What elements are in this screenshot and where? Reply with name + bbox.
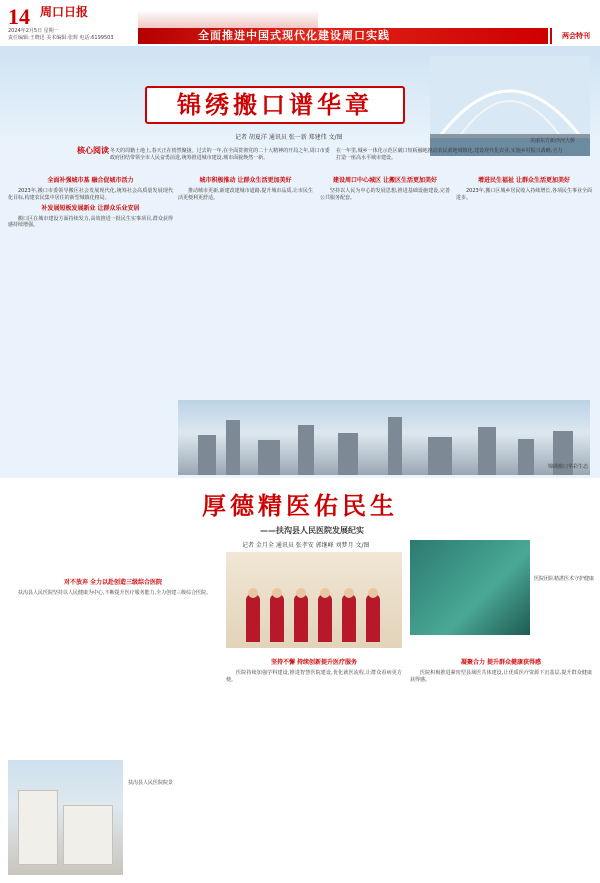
hospital-building-photo (8, 760, 123, 875)
lower-column-1 (8, 576, 218, 599)
feature2-byline: 记者 金月全 通讯员 张孝安 郭继峰 刘梦月 文/图 (242, 542, 370, 549)
column-4 (456, 174, 592, 204)
column-1 (8, 174, 173, 231)
section-heading: 凝聚合力 提升群众健康获得感 (460, 659, 542, 666)
feature2-subtitle: ——扶沟县人民医院发展纪实 (260, 526, 364, 535)
page-number: 14 (8, 4, 30, 29)
bridge-caption: 美丽东方新沙河大桥 (530, 138, 576, 144)
section-text: 扶沟县人民医院坚持以人民健康为中心,不断提升医疗服务能力,全力创建三级综合医院。 (18, 590, 212, 596)
banner-title: 全面推进中国式现代化建设周口实践 (198, 29, 390, 42)
surgery-caption: 医院团队精湛医术守护健康 (534, 576, 595, 582)
city-caption: 锦绣搬口华彩生态 (548, 464, 589, 470)
paper-name: 周口日报 (40, 5, 89, 19)
banner (138, 28, 548, 44)
intro-label: 核心阅读 (77, 146, 109, 155)
column-2 (178, 174, 313, 204)
section-heading: 全面补强城市基 融合促城市活力 (47, 177, 134, 184)
column-3 (320, 174, 450, 204)
surgery-photo (410, 540, 530, 635)
section-text: 2023年,搬口市委领导搬区社会发展现代化,统筹社会高质量发展现代化目标,构建农民集中居住的新型城镇化格局。 (8, 188, 173, 201)
feature2-headline: 厚德精医佑民生 (202, 491, 398, 520)
feature-upper (0, 46, 600, 478)
section-text: 推动城市更新,新建改建城市道路,提升城市品质,让市民生活更便利更舒适。 (178, 188, 313, 201)
intro-text: 冬天的周籍土地上,春天正在悄然聚拢。过去的一年,在全面贯彻党的二十大精神的开局之年,周口市委政府团结带领全市人民奋勇前进,统筹推进城市建设,城市面貌焕然一新。 (110, 148, 330, 161)
section-heading: 建设周口中心城区 让搬区生活更加美好 (332, 177, 438, 184)
lower-column-2 (226, 656, 402, 686)
section-heading: 城市积极推动 让群众生活更加美好 (199, 177, 292, 184)
section-heading: 坚持不懈 持续创新提升医疗服务 (270, 659, 358, 666)
banner-skyline (138, 10, 318, 28)
section-text: 搬口区在城市建设方面持续发力,高效推进一批民生实事项目,群众获得感持续增强。 (8, 215, 173, 229)
section-text: 坚持以人民为中心的发展思想,推进基础设施建设,完善公共服务配套。 (320, 188, 450, 201)
building-caption: 扶沟县人民医院院景 (128, 780, 174, 786)
city-photo (178, 400, 590, 475)
special-tag: 两会特刊 (550, 28, 600, 44)
feature1-byline: 记者 胡夏洋 通讯员 张一新 郑建伟 文/图 (235, 134, 343, 141)
feature1-headline: 锦绣搬口谱华章 (145, 86, 405, 124)
section-heading: 对不放弃 全力以赴创造三级综合医院 (63, 579, 163, 586)
doctors-photo (226, 552, 402, 648)
section-heading: 增进民生福祉 让群众生活更加美好 (477, 177, 571, 184)
section-text: 2023年,搬口区城乡居民收入持续增长,各项民生事业全面进步。 (456, 188, 592, 201)
section-text: 医院持续加强学科建设,推进智慧医院建设,优化就医流程,让群众看病更方便。 (226, 670, 402, 683)
lower-column-3 (410, 656, 592, 686)
staff-line: 责任编辑:王晓迅 美术编辑:张辉 电话:6199503 (8, 35, 114, 41)
date-line: 2024年2月5日 星期一 (8, 28, 59, 34)
masthead (0, 0, 600, 44)
feature-lower (0, 480, 600, 883)
section-text: 医院积极推进紧密型县域医共体建设,让优质医疗资源下沉基层,提升群众健康获得感。 (410, 670, 592, 683)
section-heading: 补发展短板发展新业 让群众乐业安居 (41, 204, 140, 212)
intro-text-2: 在一年里,城乡一体化示范区破口短板融地推动农民就地城镇化,建设现代化农业,实施乡村振兴战略,全力打造一座高水平城市建设。 (336, 148, 563, 161)
